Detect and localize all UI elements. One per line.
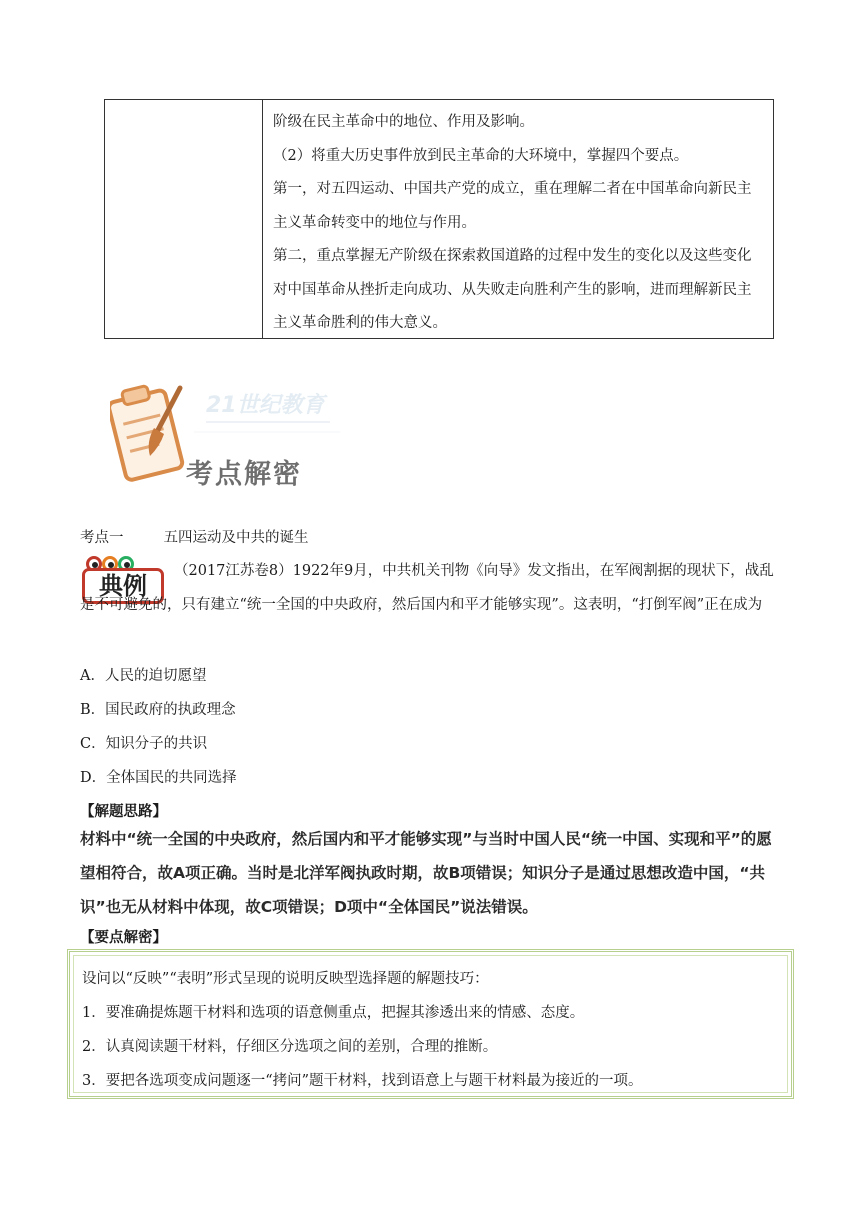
continuation-table	[104, 99, 774, 339]
option-c: C．知识分子的共识	[80, 736, 208, 752]
banner-title: 考点解密	[186, 459, 302, 490]
option-d: D．全体国民的共同选择	[80, 770, 237, 786]
key-point-line: 2．认真阅读题干材料，仔细区分选项之间的差别，合理的推断。	[82, 1039, 498, 1055]
key-point-line: 1．要准确提炼题干材料和选项的语意侧重点，把握其渗透出来的情感、态度。	[82, 1005, 585, 1021]
solution-label: 【解题思路】	[80, 803, 167, 820]
example-badge-label: 典例	[82, 568, 164, 604]
option-a: A．人民的迫切愿望	[80, 668, 207, 684]
key-points-label: 【要点解密】	[80, 929, 167, 946]
question-stem: （2017江苏卷8）1922年9月，中共机关刊物《向导》发文指出，在军阀割据的现状下，战乱是不可避免的，只有建立“统一全国的中央政府，然后国内和平才能够实现”。这表明，“打倒军阀”正在成为	[80, 563, 774, 613]
section-heading	[80, 526, 309, 547]
key-point-line: 3．要把各选项变成问题逐一“拷问”题干材料，找到语意上与题干材料最为接近的一项。	[82, 1073, 643, 1089]
table-line: 第二，重点掌握无产阶级在探索救国道路的过程中发生的变化以及这些变化对中国革命从挫折走向成功、从失败走向胜利产生的影响，进而理解新民主主义革命胜利的伟大意义。	[273, 248, 752, 331]
key-points-box	[67, 949, 794, 1099]
banner-watermark: 21世纪教育	[206, 393, 325, 418]
section-number: 考点一	[80, 530, 124, 546]
solution-text: 材料中“统一全国的中央政府，然后国内和平才能够实现”与当时中国人民“统一中国、实现和平”的愿望相符合，故A项正确。当时是北洋军阀执政时期，故B项错误；知识分子是通过思想改造中国，“共识”也无从材料中体现，故C项错误；D项中“全体国民”说法错误。	[80, 830, 772, 916]
kaodian-banner	[110, 372, 350, 492]
table-line: （2）将重大历史事件放到民主革命的大环境中，掌握四个要点。	[273, 147, 689, 164]
option-b: B．国民政府的执政理念	[80, 702, 236, 718]
table-left-cell	[105, 100, 263, 338]
section-title: 五四运动及中共的诞生	[163, 530, 309, 546]
key-point-line: 设问以“反映”“表明”形式呈现的说明反映型选择题的解题技巧：	[82, 971, 489, 987]
table-line: 第一，对五四运动、中国共产党的成立，重在理解二者在中国革命向新民主主义革命转变中的地位与作用。	[273, 181, 752, 231]
table-line: 阶级在民主革命中的地位、作用及影响。	[273, 114, 534, 130]
table-right-cell	[263, 100, 773, 338]
